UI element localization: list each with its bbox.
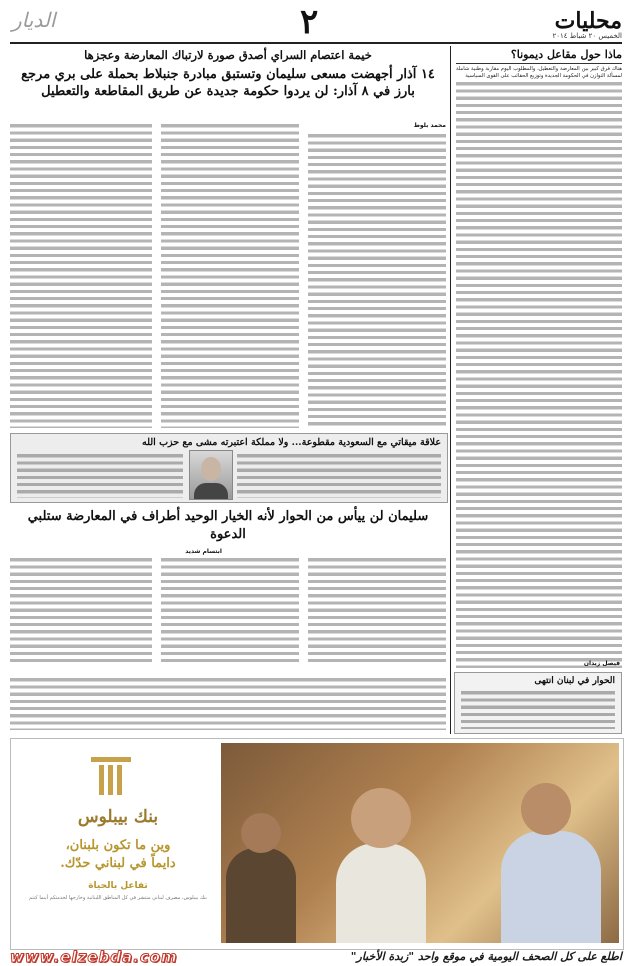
lead-body-col-2 — [161, 122, 299, 428]
box-story — [10, 433, 448, 503]
bank-advertisement — [10, 738, 624, 950]
box-story-body-left — [17, 452, 183, 498]
second-body-col-2 — [161, 556, 299, 666]
second-byline: ابتسام شديد — [185, 548, 222, 555]
lead-byline: محمد بلوط — [413, 122, 446, 129]
lead-body-col-3 — [10, 122, 152, 428]
lead-headline: ١٤ آذار أجهضت مسعى سليمان وتستبق مبادرة جنبلاط بحملة على بري مرجع بارز في ٨ آذار: لن يردوا حكومة جديدة عن طريق المقاطعة والتعطيل — [21, 67, 435, 99]
box-story-title: علاقة ميقاتي مع السعودية مقطوعة... ولا مملكة اعتبرته مشى مع حزب الله — [141, 437, 441, 448]
side-box — [454, 672, 622, 734]
ad-fine-print: بنك بيبلوس، مصرف لبناني منتشر في كل المناطق اللبنانية وخارجها لخدمتكم أينما كنتم — [29, 895, 207, 901]
footer — [0, 950, 632, 966]
bottom-text-strip — [10, 676, 446, 730]
lead-kicker: خيمة اعتصام السراي أصدق صورة لارتباك المعارضة وعجزها — [84, 48, 372, 62]
ad-slogan-line-2: دايماً في لبناني حدّك. — [60, 856, 176, 871]
ad-slogan — [25, 837, 211, 873]
box-story-body-right — [237, 452, 441, 498]
masthead — [10, 2, 622, 44]
side-box-body — [461, 689, 615, 729]
page-number: ٢ — [300, 2, 319, 42]
right-column-excerpt: هناك فرق كبير بين المعارضة والتعطيل، والمطلوب اليوم مقاربة وطنية شاملة لمسألة التوازن في الحكومة الجديدة وتوزيع الحقائب على القوى السياسية — [456, 66, 622, 80]
ad-cta: تفاعل بالحياة — [88, 881, 148, 891]
right-column-body — [456, 66, 622, 668]
newspaper-logo: الديار — [12, 8, 56, 32]
footer-site-link[interactable]: www.elzebda.com — [10, 948, 178, 966]
footer-tagline: اطلع على كل الصحف اليومية في موقع واحد "زبدة الأخبار" — [350, 950, 622, 963]
bank-logo-icon — [91, 757, 131, 797]
second-body-col-1 — [308, 556, 446, 666]
second-body-col-3 — [10, 556, 152, 666]
right-column-headline: ماذا حول مقاعل ديمونا؟ — [456, 48, 622, 64]
portrait-photo — [189, 450, 233, 500]
right-column-byline: فيصل زيدان — [583, 660, 620, 667]
section-title: محليات — [554, 8, 622, 34]
lead-body-col-1 — [308, 132, 446, 428]
column-divider — [450, 46, 451, 734]
right-column-text-lines — [456, 80, 622, 668]
side-box-title: الحوار في لبنان انتهى — [534, 676, 615, 686]
ad-photo — [221, 743, 619, 943]
second-headline: سليمان لن ييأس من الحوار لأنه الخيار الوحيد أطراف في المعارضة ستلبي الدعوة — [27, 509, 429, 542]
ad-brand: بنك بيبلوس — [77, 807, 159, 827]
date-line: الخميس ٢٠ شباط ٢٠١٤ — [552, 32, 622, 40]
ad-slogan-line-1: وين ما تكون بلبنان، — [65, 838, 171, 853]
